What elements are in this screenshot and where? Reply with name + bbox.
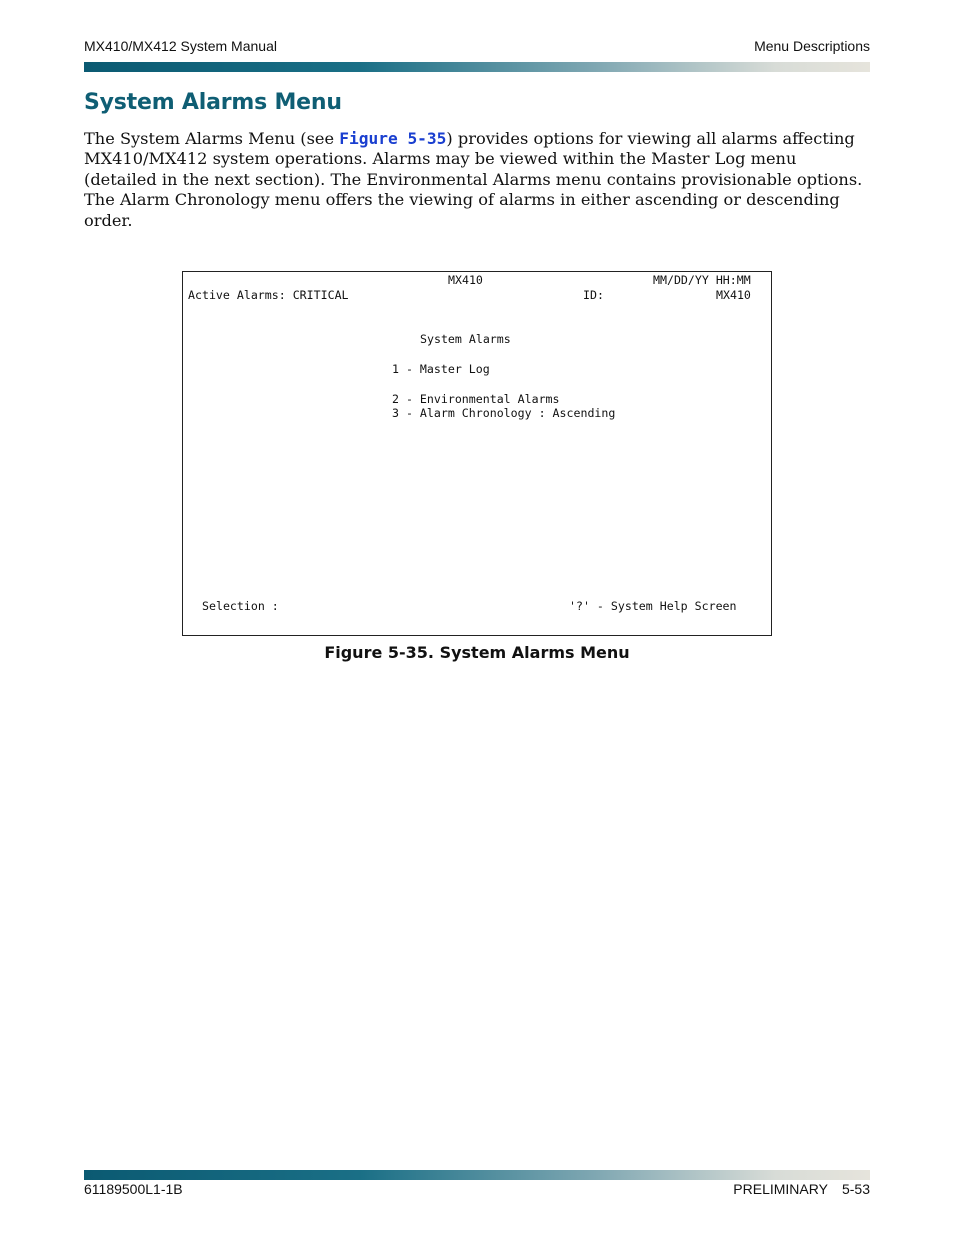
section-paragraph (84, 129, 874, 231)
terminal-selection-prompt[interactable]: Selection : (202, 599, 279, 613)
header-chapter-title: Menu Descriptions (754, 38, 870, 54)
header-manual-title: MX410/MX412 System Manual (84, 38, 277, 54)
terminal-menu-title: System Alarms (420, 332, 511, 346)
terminal-datetime: MM/DD/YY HH:MM (653, 273, 751, 287)
terminal-screen (182, 271, 772, 636)
terminal-menu-item-alarm-chronology[interactable]: 3 - Alarm Chronology : Ascending (392, 406, 616, 420)
footer-right (733, 1181, 870, 1197)
paragraph-text-end: ) provides options for viewing all alarms affecting MX410/MX412 system operations. Alarms may be viewed within the Master Log menu (detailed in the next section). The Environmental Alarms menu contains provisionable options. The Alarm Chronology menu offers the viewing of alarms in either ascending or descending order. (84, 129, 863, 230)
terminal-id-value: MX410 (716, 288, 751, 302)
terminal-help-hint: '?' - System Help Screen (569, 599, 737, 613)
figure-caption: Figure 5-35. System Alarms Menu (324, 643, 630, 662)
paragraph-text-start: The System Alarms Menu (see (84, 129, 340, 148)
terminal-menu-item-master-log[interactable]: 1 - Master Log (392, 362, 490, 376)
terminal-id-label: ID: (583, 288, 604, 302)
terminal-device-name: MX410 (448, 273, 483, 287)
section-title: System Alarms Menu (84, 90, 342, 115)
footer-page-number: 5-53 (841, 1181, 870, 1197)
figure-reference-link[interactable]: Figure 5-35 (339, 129, 447, 148)
footer-document-number: 61189500L1-1B (84, 1181, 183, 1197)
footer-rule (84, 1170, 870, 1180)
header-rule (84, 62, 870, 72)
footer-status: PRELIMINARY (733, 1181, 828, 1197)
terminal-menu-item-environmental-alarms[interactable]: 2 - Environmental Alarms (392, 392, 560, 406)
terminal-active-alarms: Active Alarms: CRITICAL (188, 288, 349, 302)
